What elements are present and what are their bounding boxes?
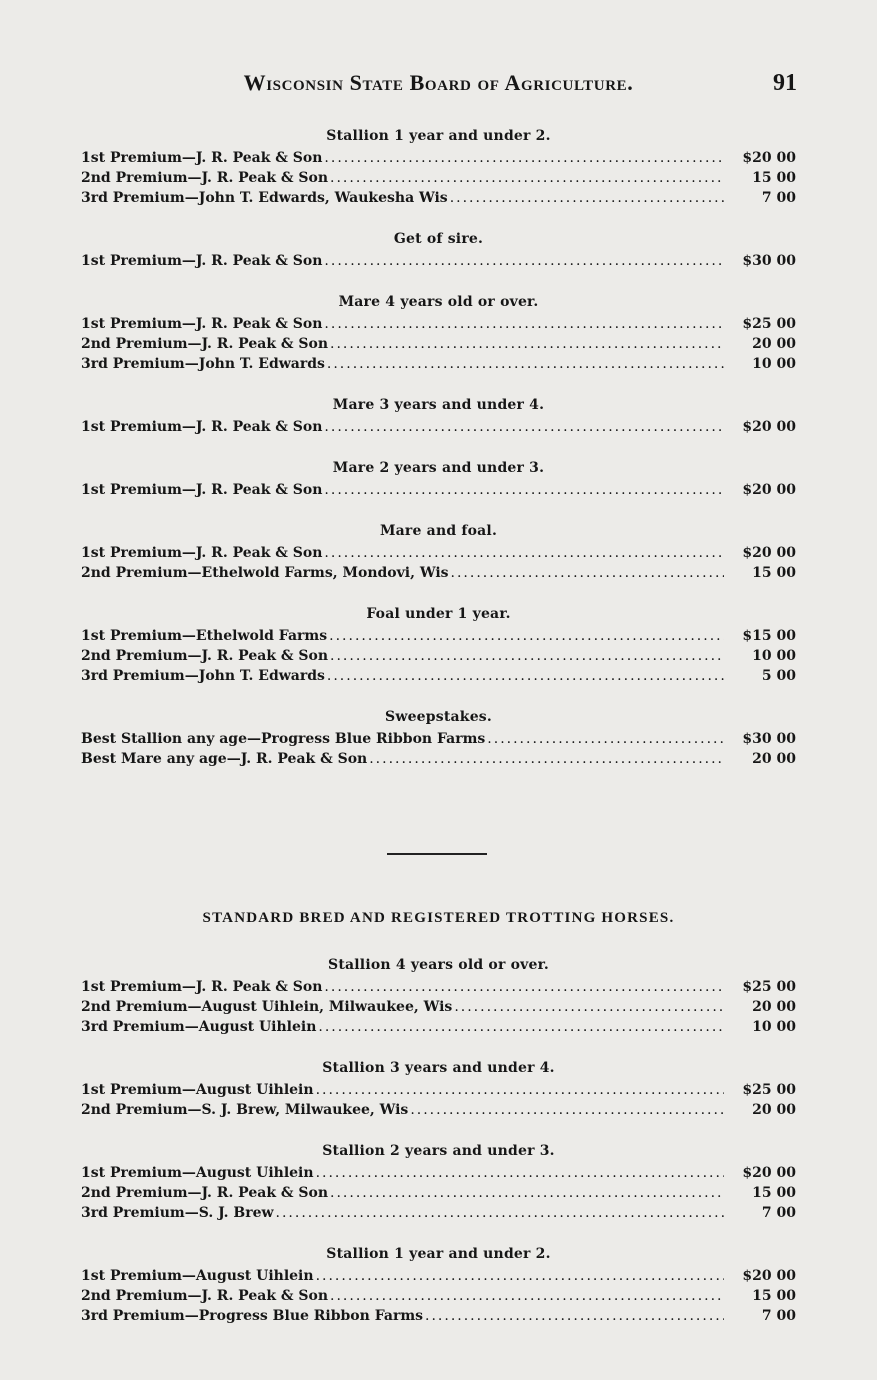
section-heading: Foal under 1 year. <box>366 606 511 622</box>
award-label: 1st Premium—J. R. Peak & Son <box>81 253 323 269</box>
award-section <box>81 709 796 769</box>
leader-dots <box>330 334 724 354</box>
section-heading: Sweepstakes. <box>385 709 492 725</box>
award-amount: $25 00 <box>742 1082 796 1098</box>
award-row <box>81 354 796 374</box>
award-row <box>81 1183 796 1203</box>
premium-list-draft-horses <box>81 128 796 792</box>
award-row <box>81 1286 796 1306</box>
award-row <box>81 749 796 769</box>
award-amount: 20 00 <box>752 1102 796 1118</box>
leader-dots <box>316 1163 724 1183</box>
award-amount: 7 00 <box>761 190 796 206</box>
award-amount: $20 00 <box>742 1268 796 1284</box>
award-section <box>81 523 796 583</box>
award-label: 2nd Premium—Ethelwold Farms, Mondovi, Wis <box>81 565 449 581</box>
award-label: Best Stallion any age—Progress Blue Ribbon Farms <box>81 731 486 747</box>
award-amount: $20 00 <box>742 150 796 166</box>
award-row <box>81 646 796 666</box>
section-divider <box>387 853 487 855</box>
leader-dots <box>450 188 724 208</box>
award-amount: 15 00 <box>752 1288 796 1304</box>
leader-dots <box>324 417 724 437</box>
leader-dots <box>316 1266 724 1286</box>
leader-dots <box>276 1203 724 1223</box>
award-label: 2nd Premium—S. J. Brew, Milwaukee, Wis <box>81 1102 409 1118</box>
award-row <box>81 1266 796 1286</box>
leader-dots <box>324 480 724 500</box>
award-row <box>81 666 796 686</box>
award-amount: $20 00 <box>742 545 796 561</box>
award-row <box>81 1100 796 1120</box>
section-heading: Mare 4 years old or over. <box>338 294 539 310</box>
award-section <box>81 1143 796 1223</box>
leader-dots <box>425 1306 724 1326</box>
section-heading: Mare and foal. <box>379 523 498 539</box>
award-label: 2nd Premium—J. R. Peak & Son <box>81 1288 329 1304</box>
award-amount: 7 00 <box>761 1308 796 1324</box>
award-row <box>81 417 796 437</box>
leader-dots <box>330 168 724 188</box>
page-title: Wisconsin State Board of Agriculture. <box>243 70 634 95</box>
award-row <box>81 1306 796 1326</box>
award-section <box>81 231 796 271</box>
leader-dots <box>454 997 724 1017</box>
section-heading: Get of sire. <box>393 231 484 247</box>
award-amount: $25 00 <box>742 316 796 332</box>
award-label: 3rd Premium—S. J. Brew <box>81 1205 274 1221</box>
award-amount: 15 00 <box>752 1185 796 1201</box>
award-amount: 7 00 <box>761 1205 796 1221</box>
leader-dots <box>369 749 724 769</box>
award-label: 1st Premium—J. R. Peak & Son <box>81 545 323 561</box>
award-label: Best Mare any age—J. R. Peak & Son <box>81 751 368 767</box>
leader-dots <box>330 1286 724 1306</box>
award-section <box>81 294 796 374</box>
award-label: 1st Premium—J. R. Peak & Son <box>81 419 323 435</box>
leader-dots <box>329 626 724 646</box>
award-label: 2nd Premium—J. R. Peak & Son <box>81 648 329 664</box>
award-label: 1st Premium—J. R. Peak & Son <box>81 150 323 166</box>
award-amount: 20 00 <box>752 751 796 767</box>
award-label: 3rd Premium—August Uihlein <box>81 1019 317 1035</box>
leader-dots <box>324 148 724 168</box>
leader-dots <box>324 314 724 334</box>
award-label: 1st Premium—J. R. Peak & Son <box>81 482 323 498</box>
leader-dots <box>327 354 724 374</box>
award-label: 3rd Premium—Progress Blue Ribbon Farms <box>81 1308 424 1324</box>
award-amount: 10 00 <box>752 1019 796 1035</box>
award-section <box>81 1246 796 1326</box>
section-heading: Stallion 1 year and under 2. <box>326 128 551 144</box>
page-header <box>80 70 797 100</box>
award-row <box>81 168 796 188</box>
award-amount: $25 00 <box>742 979 796 995</box>
class-heading: STANDARD BRED AND REGISTERED TROTTING HORSES. <box>202 910 675 926</box>
award-section <box>81 460 796 500</box>
leader-dots <box>324 251 724 271</box>
leader-dots <box>330 1183 724 1203</box>
award-amount: $20 00 <box>742 1165 796 1181</box>
award-label: 2nd Premium—J. R. Peak & Son <box>81 1185 329 1201</box>
award-row <box>81 334 796 354</box>
award-amount: 10 00 <box>752 648 796 664</box>
leader-dots <box>316 1080 724 1100</box>
award-section <box>81 1060 796 1120</box>
section-heading: Mare 3 years and under 4. <box>332 397 545 413</box>
award-label: 2nd Premium—J. R. Peak & Son <box>81 170 329 186</box>
page-number: 91 <box>773 70 797 96</box>
award-section <box>81 957 796 1037</box>
award-row <box>81 626 796 646</box>
award-section <box>81 606 796 686</box>
award-row <box>81 188 796 208</box>
award-amount: 20 00 <box>752 336 796 352</box>
award-row <box>81 148 796 168</box>
section-heading: Mare 2 years and under 3. <box>332 460 545 476</box>
award-row <box>81 997 796 1017</box>
award-label: 1st Premium—August Uihlein <box>81 1268 314 1284</box>
award-label: 3rd Premium—John T. Edwards <box>81 356 325 372</box>
award-row <box>81 729 796 749</box>
award-label: 1st Premium—J. R. Peak & Son <box>81 316 323 332</box>
award-row <box>81 1017 796 1037</box>
leader-dots <box>330 646 724 666</box>
award-section <box>81 128 796 208</box>
award-amount: $30 00 <box>742 253 796 269</box>
award-label: 2nd Premium—J. R. Peak & Son <box>81 336 329 352</box>
award-amount: $20 00 <box>742 419 796 435</box>
award-label: 1st Premium—August Uihlein <box>81 1165 314 1181</box>
section-heading: Stallion 4 years old or over. <box>328 957 549 973</box>
section-heading: Stallion 3 years and under 4. <box>322 1060 555 1076</box>
award-row <box>81 977 796 997</box>
award-amount: 15 00 <box>752 170 796 186</box>
award-row <box>81 543 796 563</box>
award-amount: $15 00 <box>742 628 796 644</box>
award-label: 3rd Premium—John T. Edwards, Waukesha Wis <box>81 190 448 206</box>
award-label: 1st Premium—Ethelwold Farms <box>81 628 328 644</box>
award-row <box>81 480 796 500</box>
section-heading: Stallion 2 years and under 3. <box>322 1143 555 1159</box>
leader-dots <box>324 977 724 997</box>
award-amount: 5 00 <box>761 668 796 684</box>
award-amount: $30 00 <box>742 731 796 747</box>
award-amount: $20 00 <box>742 482 796 498</box>
award-label: 1st Premium—J. R. Peak & Son <box>81 979 323 995</box>
award-section <box>81 397 796 437</box>
award-label: 1st Premium—August Uihlein <box>81 1082 314 1098</box>
award-row <box>81 1163 796 1183</box>
leader-dots <box>318 1017 724 1037</box>
award-row <box>81 563 796 583</box>
leader-dots <box>487 729 724 749</box>
leader-dots <box>327 666 724 686</box>
award-label: 3rd Premium—John T. Edwards <box>81 668 325 684</box>
award-amount: 15 00 <box>752 565 796 581</box>
award-row <box>81 314 796 334</box>
award-label: 2nd Premium—August Uihlein, Milwaukee, Wis <box>81 999 453 1015</box>
award-row <box>81 1203 796 1223</box>
section-heading: Stallion 1 year and under 2. <box>326 1246 551 1262</box>
leader-dots <box>451 563 724 583</box>
leader-dots <box>410 1100 724 1120</box>
leader-dots <box>324 543 724 563</box>
award-row <box>81 251 796 271</box>
premium-list-trotting-horses <box>81 957 796 1349</box>
award-amount: 10 00 <box>752 356 796 372</box>
award-amount: 20 00 <box>752 999 796 1015</box>
award-row <box>81 1080 796 1100</box>
